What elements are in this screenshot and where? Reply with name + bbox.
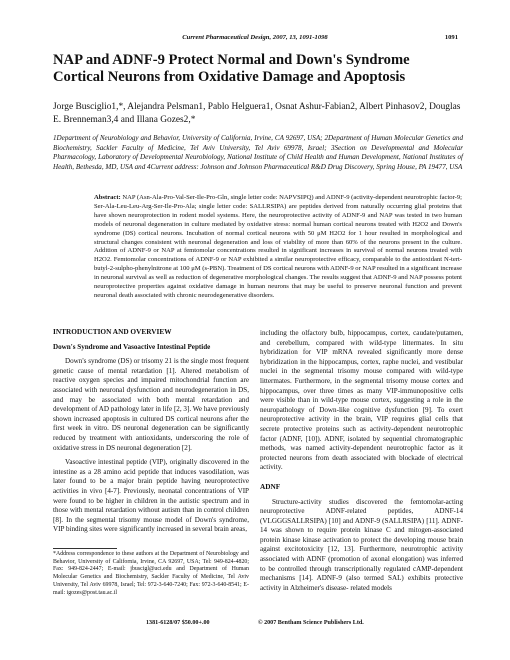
journal-header: Current Pharmaceutical Design, 2007, 13, 1091-1098 — [182, 34, 328, 41]
affiliations: 1Department of Neurobiology and Behavior, University of California, Irvine, CA 92697, USA; 2Department of Human Molecular Genetics and Biochemistry, Sackler Faculty of Medicine, Tel Aviv University, Tel Aviv 69978, Israel; 3Section on Developmental and Molecular Pharmacology, Laboratory of Developmental Neurobiology, National Institute of Child Health and Human Development, National Institutes of Health, Bethesda, MD, USA and 4Current address: Johnson and Johnson Pharmaceutical R&D Drug Discovery, Spring House, PA 19477, USA — [53, 134, 463, 172]
intro-paragraph-2: Vasoactive intestinal peptide (VIP), originally discovered in the intestine as a 28 amino acid peptide that induces vasodilation, was later found to be a major brain peptide having neuroprotective activities in vivo [4-7]. Previously, neonatal concentrations of VIP were found to be higher in children in the autistic spectrum and in those with mental retardation without autism than in control children [8]. In the segmental trisomy mouse model of Down's syndrome, VIP binding sites were significantly increased in several brain areas, — [53, 458, 249, 534]
abstract-label: Abstract: — [94, 194, 121, 201]
copyright-notice: © 2007 Bentham Science Publishers Ltd. — [258, 620, 364, 626]
footnote-divider — [53, 548, 117, 549]
issn-price: 1381-6128/07 $50.00+.00 — [146, 620, 210, 626]
vip-paragraph-continued: including the olfactory bulb, hippocampus, cortex, caudate/putamen, and cerebellum, compared with wild-type littermates. In situ hybridization for VIP mRNA revealed significantly more dense hybridization in the hippocampus, cortex, raphe nuclei, and vestibular nuclei in the segmental trisomy mouse compared with wild-type littermates. Furthermore, in the segmental trisomy mouse cortex and hippocampus, over three times as many VIP-immunopositive cells were visible than in wild-type mouse cortex, suggesting a role in the neuropathology of Down-like cognitive dysfunction [9]. To exert neuroprotective activity in the brain, VIP requires glial cells that secrete protective proteins such as activity-dependent neurotrophic factor (ADNF, [10]). ADNF, isolated by sequential chromatographic methods, was named activity-dependent neurotrophic factor as it protected neurons from death associated with blockade of electrical activity. — [260, 329, 463, 472]
subsection-heading-ds-vip: Down's Syndrome and Vasoactive Intestinal Peptide — [53, 342, 211, 351]
section-heading-adnf: ADNF — [260, 481, 281, 491]
right-column — [260, 329, 463, 598]
author-list: Jorge Busciglio1,*, Alejandra Pelsman1, Pablo Helguera1, Osnat Ashur-Fabian2, Albert Pinhasov2, Douglas E. Brenneman3,4 and Illana Gozes2,* — [53, 102, 461, 126]
left-column — [53, 327, 249, 540]
adnf-paragraph: Structure-activity studies discovered the femtomolar-acting neuroprotective ADNF-related peptides, ADNF-14 (VLGGGSALLRSIPA) [10] and ADNF-9 (SALLRSIPA) [11]. ADNF-14 was shown to require protein kinase C and mitogen-associated protein kinase kinase activation to protect the developing mouse brain against excitotoxicity [12, 13]. Furthermore, neurotrophic activity associated with ADNF (promotion of axonal elongation) was inferred to be controlled through transcriptionally regulated cAMP-dependent mechanisms [14]. ADNF-9 (also termed SAL) exhibits protective activity in Alzheimer's disease- related models — [260, 497, 463, 592]
article-title: NAP and ADNF-9 Protect Normal and Down's Syndrome Cortical Neurons from Oxidative Damage and Apoptosis — [53, 52, 410, 85]
intro-paragraph-1: Down's syndrome (DS) or trisomy 21 is the single most frequent genetic cause of mental retardation [1]. Altered metabolism of reactive oxygen species and impaired mitochondrial function are associated with neuronal dysfunction and neurodegeneration in DS, and may be associated with both mental retardation and development of AD pathology later in life [2, 3]. We have previously shown increased apoptosis in cultured DS cortical neurons after the first week in vitro. DS neuronal degeneration can be significantly reduced by treatment with antioxidants, underscoring the role of oxidative stress in DS neuronal degeneration [2]. — [53, 357, 249, 452]
page-number: 1091 — [444, 34, 458, 41]
abstract-block — [94, 194, 462, 301]
abstract-text: NAP (Asn-Ala-Pro-Val-Ser-Ile-Pro-Gln, single letter code: NAPVSIPQ) and ADNF-9 (activity-dependent neurotrophic factor-9; Ser-Ala-Leu-Leu-Arg-Ser-Ile-Pro-Ala; single letter code: SALLRSIPA) are peptides derived from naturally occurring glial proteins that have shown neuroprotection in rodent model systems. Here, the neuroprotective activity of ADNF-9 and NAP was tested in two human models of neuronal degeneration in culture mediated by oxidative stress: normal human cortical neurons treated with H2O2 and Down's syndrome (DS) cortical neurons. Incubation of normal cortical neurons with 50 μM H2O2 for 1 hour resulted in morphological and structural changes consistent with neuronal degeneration and loss of viability of more than 60% of the neurons present in the culture. Addition of ADNF-9 or NAP at femtomolar concentrations resulted in significant increases in survival of normal neurons treated with H2O2. Femtomolar concentrations of ADNF-9 or NAP exhibited a similar neuroprotective efficacy, comparable to the antioxidant N-tert-butyl-2-sulpho-phenylnitrone at 100 μM (s-PBN). Treatment of DS cortical neurons with ADNF-9 or NAP resulted in a significant increase in neuronal survival as well as reduction of degenerative morphological changes. The results suggest that ADNF-9 and NAP possess potent neuroprotective properties against oxidative damage in human neurons that may be useful to preserve neuronal function and prevent neuronal death associated with chronic neurodegenerative disorders. — [94, 194, 462, 299]
correspondence-footnote: *Address correspondence to these authors at the Department of Neurobiology and Behavior, University of California, Irvine, CA 92697, USA; Tel: 949-824-4820; Fax: 949-824-2447; E-mail: jbuscigl@uci.edu and Department of Human Molecular Genetics and Biochemistry, Sackler Faculty of Medicine, Tel Aviv University, Tel Aviv 69978, Israel; Tel: 972-3-640-7240; Fax: 972-3-640-8541; E-mail: igozes@post.tau.ac.il — [53, 551, 249, 596]
section-heading-introduction: INTRODUCTION AND OVERVIEW — [53, 327, 172, 336]
